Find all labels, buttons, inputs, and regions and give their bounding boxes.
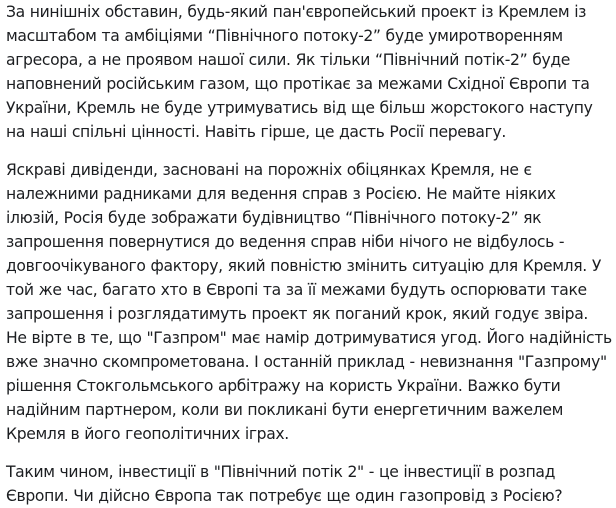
post-paragraph-1: За нинішніх обставин, будь-який пан'європейський проект із Кремлем із масштабом та амбіціями “Північного потоку-2” буде умиротворенням агресора, а не проявом нашої сили. Як тільки “Північний потік-2” буде наповнений російським газом, що протікає за межами Східної Європи та України, Кремль не буде утримуватись від ще більш жорстокого наступу на наші спільні цінності. Навіть гірше, це дасть Росії перевагу. [6, 3, 593, 141]
post-paragraph-3: Таким чином, інвестиції в "Північний потік 2" - це інвестиції в розпад Європи. Чи дійсно Європа так потребує ще один газопровід з Росією? [6, 463, 563, 505]
post-paragraph-2: Яскраві дивіденди, засновані на порожніх обіцянках Кремля, не є належними радниками для ведення справ з Росією. Не майте ніяких ілюзій, Росія буде зображати будівництво “Північного потоку-2” як запрошення повернутися до ведення справ ніби нічого не відбулось - довгоочікуваного фактору, який повністю змінить ситуацію для Кремля. У той же час, багато хто в Європі та за її межами будуть оспорювати таке запрошення і розглядатимуть проект як поганий крок, який годує звіра. Не вірте в те, що "Газпром" має намір дотримуватися угод. Його надійність вже значно скомпрометована. І останній приклад - невизнання "Газпрому" рішення Стокгольмського арбітражу на користь України. Важко бути надійним партнером, коли ви покликані бути енергетичним важелем Кремля в його геополітичних іграх. [6, 161, 612, 443]
post-body [6, 0, 612, 508]
